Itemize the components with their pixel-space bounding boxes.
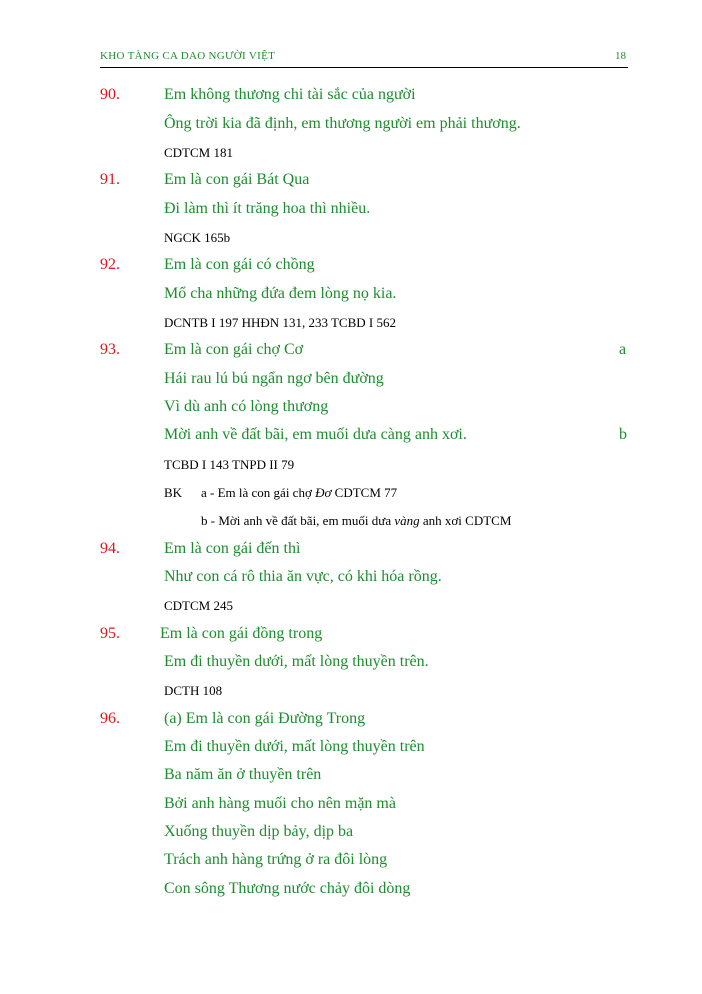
- verse-line: (a) Em là con gái Đường Trong: [164, 710, 366, 727]
- verse-line: Hái rau lú bú ngẩn ngơ bên đường: [164, 370, 384, 387]
- book-title: KHO TÀNG CA DAO NGƯỜI VIỆT: [100, 50, 276, 62]
- verse-line: Trách anh hàng trứng ở ra đôi lòng: [164, 851, 388, 868]
- page-number: 18: [615, 50, 626, 62]
- verse-line: Em là con gái Bát Qua: [164, 171, 310, 188]
- verse-line: Em là con gái đến thì: [164, 540, 301, 557]
- source-ref: CDTCM 245: [164, 598, 233, 613]
- variant-mark-b: b: [619, 426, 627, 443]
- verse-line: Bởi anh hàng muối cho nên mặn mà: [164, 795, 396, 812]
- verse-line: Em đi thuyền dưới, mất lòng thuyền trên.: [164, 653, 429, 670]
- source-ref: DCNTB I 197 HHĐN 131, 233 TCBD I 562: [164, 315, 396, 330]
- verse-number: 93.: [100, 341, 120, 358]
- verse-number: 91.: [100, 171, 120, 188]
- variant-mark-a: a: [619, 341, 627, 358]
- verse-number: 95.: [100, 625, 120, 642]
- source-ref: NGCK 165b: [164, 230, 231, 245]
- verse-number: 94.: [100, 540, 120, 557]
- source-ref: TCBD I 143 TNPD II 79: [164, 457, 295, 472]
- verse-line: Mời anh về đất bãi, em muối dưa càng anh xơi.: [164, 426, 467, 443]
- source-ref: CDTCM 181: [164, 145, 233, 160]
- verse-line: Em là con gái chợ Cơ: [164, 341, 304, 358]
- variant-b: b - Mời anh về đất bãi, em muối dưa vàng anh xơi CDTCM: [201, 513, 512, 528]
- verse-line: Ông trời kia đã định, em thương người em phải thương.: [164, 115, 521, 132]
- verse-line: Ba năm ăn ở thuyền trên: [164, 766, 322, 783]
- verse-line: Như con cá rô thia ăn vực, có khi hóa rồng.: [164, 568, 442, 585]
- verse-line: Con sông Thương nước chảy đôi dòng: [164, 880, 411, 897]
- variant-a: a - Em là con gái chợ Đơ CDTCM 77: [201, 485, 398, 500]
- verse-line: Mổ cha những đứa đem lòng nọ kia.: [164, 285, 397, 302]
- header-rule: [100, 67, 628, 68]
- verse-number: 92.: [100, 256, 120, 273]
- verse-line: Em không thương chi tài sắc của người: [164, 86, 416, 103]
- verse-number: 90.: [100, 86, 120, 103]
- verse-line: Em là con gái đồng trong: [160, 625, 323, 642]
- verse-line: Em đi thuyền dưới, mất lòng thuyền trên: [164, 738, 425, 755]
- verse-line: Xuống thuyền dịp bảy, dịp ba: [164, 823, 354, 840]
- variant-label: BK: [164, 485, 183, 500]
- verse-line: Đi làm thì ít trăng hoa thì nhiều.: [164, 200, 371, 217]
- verse-line: Vì dù anh có lòng thương: [164, 398, 329, 415]
- source-ref: DCTH 108: [164, 683, 223, 698]
- verse-number: 96.: [100, 710, 120, 727]
- verse-line: Em là con gái có chồng: [164, 256, 315, 273]
